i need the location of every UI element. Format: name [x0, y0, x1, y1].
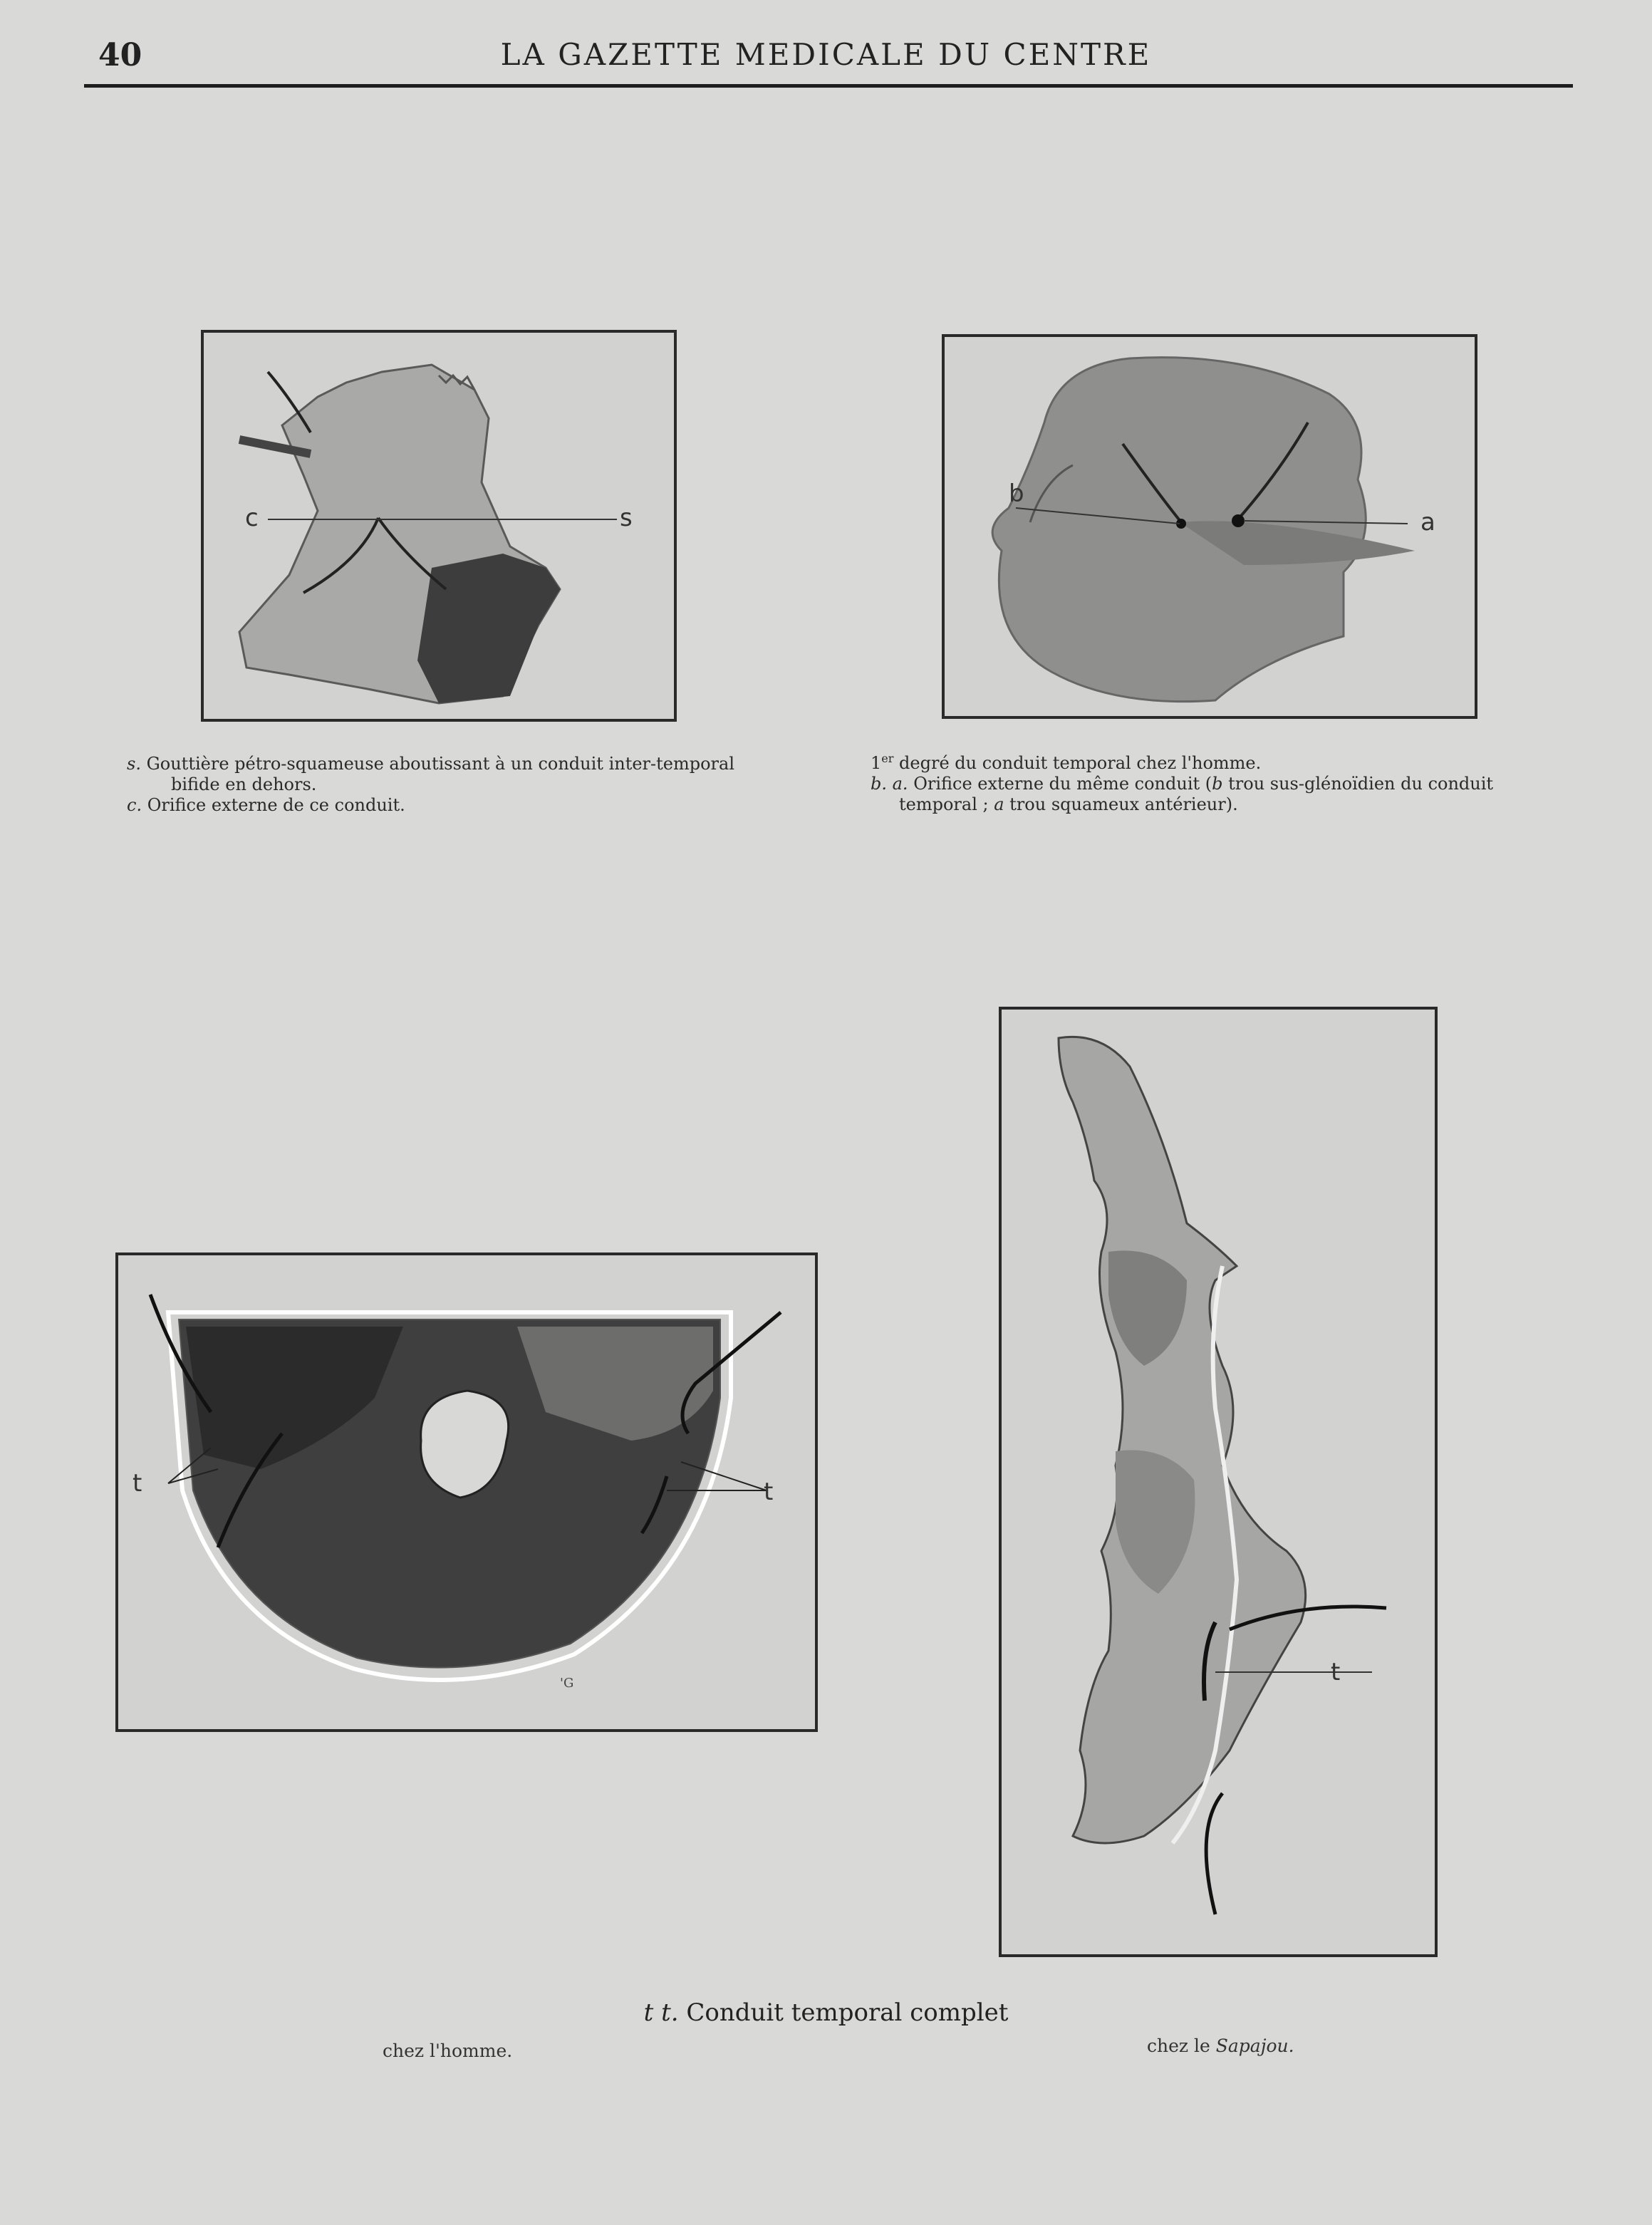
- caption-ordinal: 1: [871, 753, 882, 773]
- caption-marker-c: c.: [127, 795, 142, 815]
- caption-line3-text-b: trou squameux antérieur).: [1004, 794, 1238, 814]
- main-caption-marker: t t.: [643, 1998, 679, 2027]
- sub-caption-left: chez l'homme.: [383, 2040, 513, 2061]
- label-b: b: [1009, 479, 1024, 508]
- caption-line2-b: b: [1212, 774, 1223, 794]
- sub-caption-right-italic: Sapajou.: [1215, 2035, 1294, 2056]
- label-c: c: [245, 504, 259, 532]
- label-t: t: [1331, 1658, 1341, 1686]
- sapajou-skull-drawing: [1002, 1010, 1435, 1954]
- label-s: s: [620, 504, 633, 532]
- figure-skull-sapajou: [999, 1007, 1438, 1957]
- figure-skull-base-human: [115, 1252, 818, 1732]
- caption-line1-text: degré du conduit temporal chez l'homme.: [893, 753, 1262, 773]
- temporal-bone-orifices-drawing: [945, 337, 1475, 716]
- caption-ordinal-sup: er: [881, 752, 894, 765]
- caption-line2-text-b: trou sus-glénoïdien du conduit: [1222, 774, 1494, 794]
- caption-line3-text: temporal ;: [899, 794, 994, 814]
- caption-s-text: Gouttière pétro-squameuse aboutissant à un conduit inter-temporal: [146, 754, 735, 774]
- main-caption: [0, 1998, 1652, 2027]
- caption-line3-a: a: [994, 794, 1004, 814]
- sub-caption-right: [1147, 2035, 1294, 2056]
- caption-c-text: Orifice externe de ce conduit.: [147, 795, 405, 815]
- figure-temporal-orifices: [942, 334, 1477, 719]
- page-number: 40: [98, 37, 142, 73]
- label-t-left: t: [133, 1469, 142, 1498]
- caption-figure-1: [127, 754, 804, 816]
- caption-marker-ba: b. a.: [871, 774, 908, 794]
- sub-caption-right-prefix: chez le: [1147, 2035, 1216, 2056]
- running-title: LA GAZETTE MEDICALE DU CENTRE: [500, 37, 1152, 72]
- caption-s-text-cont: bifide en dehors.: [171, 774, 317, 794]
- figure-petro-squamous-groove: [201, 330, 677, 722]
- header-rule: [84, 84, 1573, 88]
- main-caption-text: Conduit temporal complet: [678, 1998, 1009, 2027]
- label-a: a: [1420, 508, 1435, 536]
- label-t-right: t: [764, 1478, 774, 1506]
- caption-figure-2: [871, 748, 1583, 815]
- temporal-bone-drawing: [204, 333, 674, 719]
- caption-marker-s: s.: [127, 754, 141, 774]
- skull-base-drawing: [118, 1255, 815, 1729]
- caption-line2-text: Orifice externe du même conduit (: [908, 774, 1212, 794]
- artist-signature: 'G: [560, 1676, 574, 1691]
